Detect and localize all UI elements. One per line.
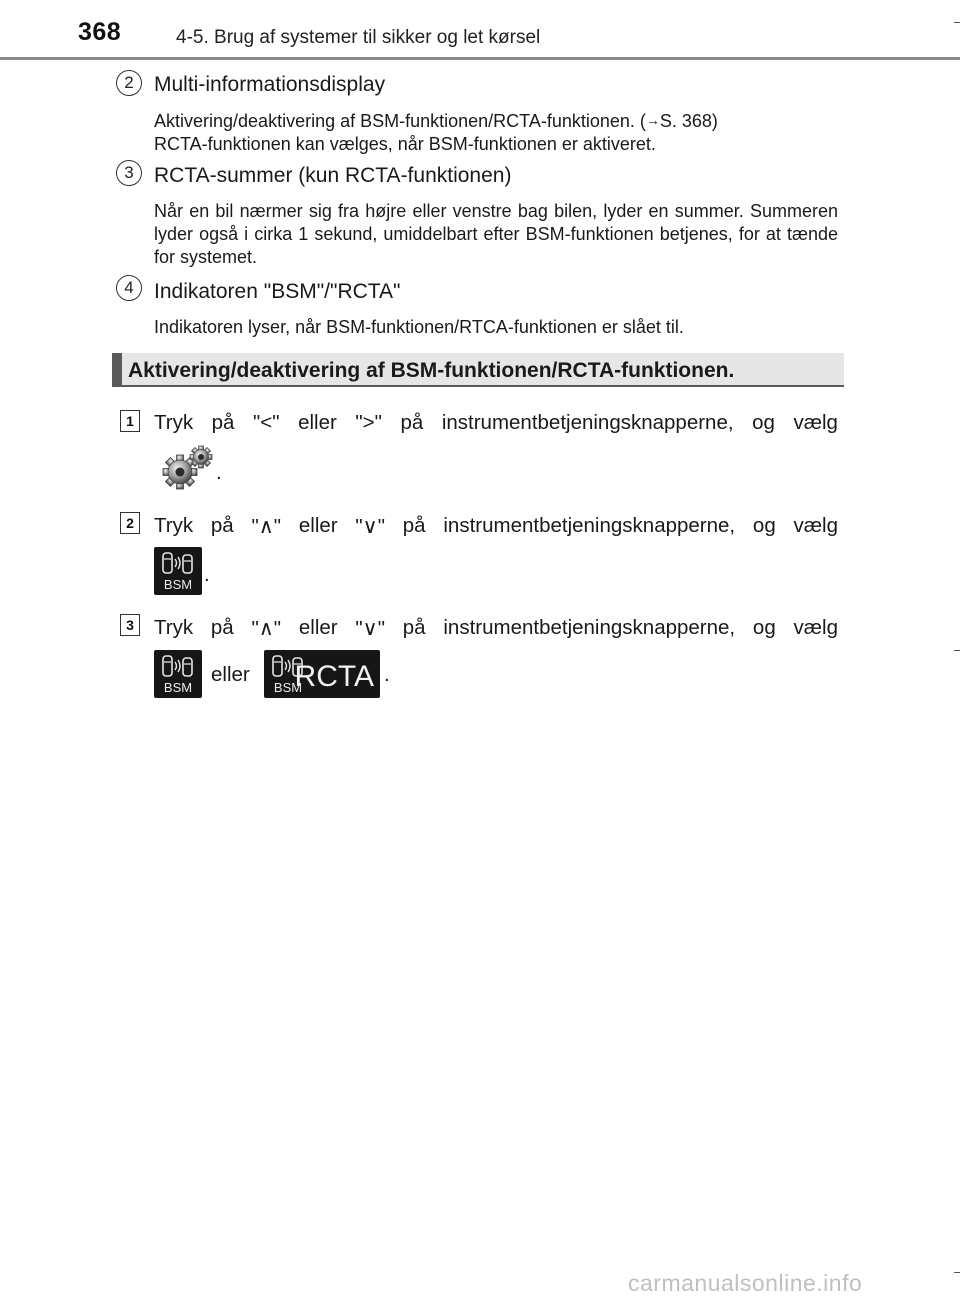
punctuation: . [216, 461, 222, 484]
word: Tryk [154, 411, 194, 434]
callout-number-2: 2 [116, 70, 142, 96]
watermark: carmanualsonline.info [628, 1270, 863, 1296]
bsm-icon-label: BSM [163, 680, 193, 695]
word: eller [298, 616, 338, 639]
word: Tryk [154, 616, 194, 639]
word: eller [298, 411, 337, 434]
word: vælg [793, 616, 838, 639]
word: på [210, 616, 234, 639]
word: instrumentbetjeningsknapperne, [441, 411, 734, 434]
word: instrumentbetjeningsknapperne, [443, 514, 736, 537]
punctuation: . [384, 663, 390, 686]
word: eller [298, 514, 338, 537]
word: vælg [793, 514, 838, 537]
word: og [752, 616, 776, 639]
connector-text: eller [211, 663, 250, 686]
word: på [402, 514, 426, 537]
word: vælg [793, 411, 838, 434]
body-text: Aktivering/deaktivering af BSM-funktionen/RCTA-funktionen. ( [154, 111, 646, 131]
step-instruction [154, 616, 838, 641]
header-divider [0, 57, 960, 60]
callout-number-4: 4 [116, 275, 142, 301]
rcta-icon-label: RCTA [294, 660, 374, 693]
word: og [752, 411, 775, 434]
key-symbol: "∧" [251, 617, 282, 640]
car-radar-icon [160, 551, 196, 577]
word: instrumentbetjeningsknapperne, [443, 616, 736, 639]
key-symbol: ">" [355, 411, 382, 434]
bsm-rcta-icon [264, 650, 380, 698]
item-description: Når en bil nærmer sig fra højre eller venstre bag bilen, lyder en summer. Summeren lyder også i cirka 1 sekund, umiddelbart efter BSM-funktionen betjenes, for at tænde for systemet. [154, 201, 838, 267]
chapter-title: 4-5. Brug af systemer til sikker og let kørsel [176, 27, 541, 48]
item-description: Indikatoren lyser, når BSM-funktionen/RTCA-funktionen er slået til. [154, 317, 684, 337]
word: Tryk [154, 514, 194, 537]
crop-mark [954, 650, 960, 651]
bsm-icon [154, 547, 202, 595]
item-title: Multi-informationsdisplay [154, 73, 386, 96]
step-number-1: 1 [120, 410, 140, 432]
item-title: Indikatoren "BSM"/"RCTA" [154, 280, 401, 303]
word: på [402, 616, 426, 639]
bsm-icon-label: BSM [273, 680, 303, 695]
page-reference-link[interactable]: S. 368) [659, 111, 718, 131]
body-text: RCTA-funktionen kan vælges, når BSM-funktionen er aktiveret. [154, 134, 656, 154]
key-symbol: "∨" [355, 515, 385, 538]
key-symbol: "∨" [355, 617, 385, 640]
word: og [752, 514, 776, 537]
bsm-icon-label: BSM [163, 577, 193, 592]
word: på [400, 411, 424, 434]
bsm-icon [154, 650, 202, 698]
arrow-right-icon: → [645, 112, 660, 128]
page-number: 368 [78, 18, 122, 46]
key-symbol: "∧" [251, 515, 282, 538]
crop-mark [954, 1272, 960, 1273]
punctuation: . [204, 563, 210, 586]
item-description [154, 109, 838, 156]
key-symbol: "<" [253, 411, 280, 434]
car-radar-icon [160, 654, 196, 680]
item-title: RCTA-summer (kun RCTA-funktionen) [154, 164, 512, 187]
gears-icon [160, 444, 214, 494]
callout-number-3: 3 [116, 160, 142, 186]
word: på [210, 514, 234, 537]
step-instruction [154, 514, 838, 539]
step-instruction [154, 411, 838, 435]
section-heading: Aktivering/deaktivering af BSM-funktionen/RCTA-funktionen. [128, 359, 735, 382]
step-number-3: 3 [120, 614, 140, 636]
step-number-2: 2 [120, 512, 140, 534]
crop-mark [954, 22, 960, 23]
word: på [211, 411, 235, 434]
